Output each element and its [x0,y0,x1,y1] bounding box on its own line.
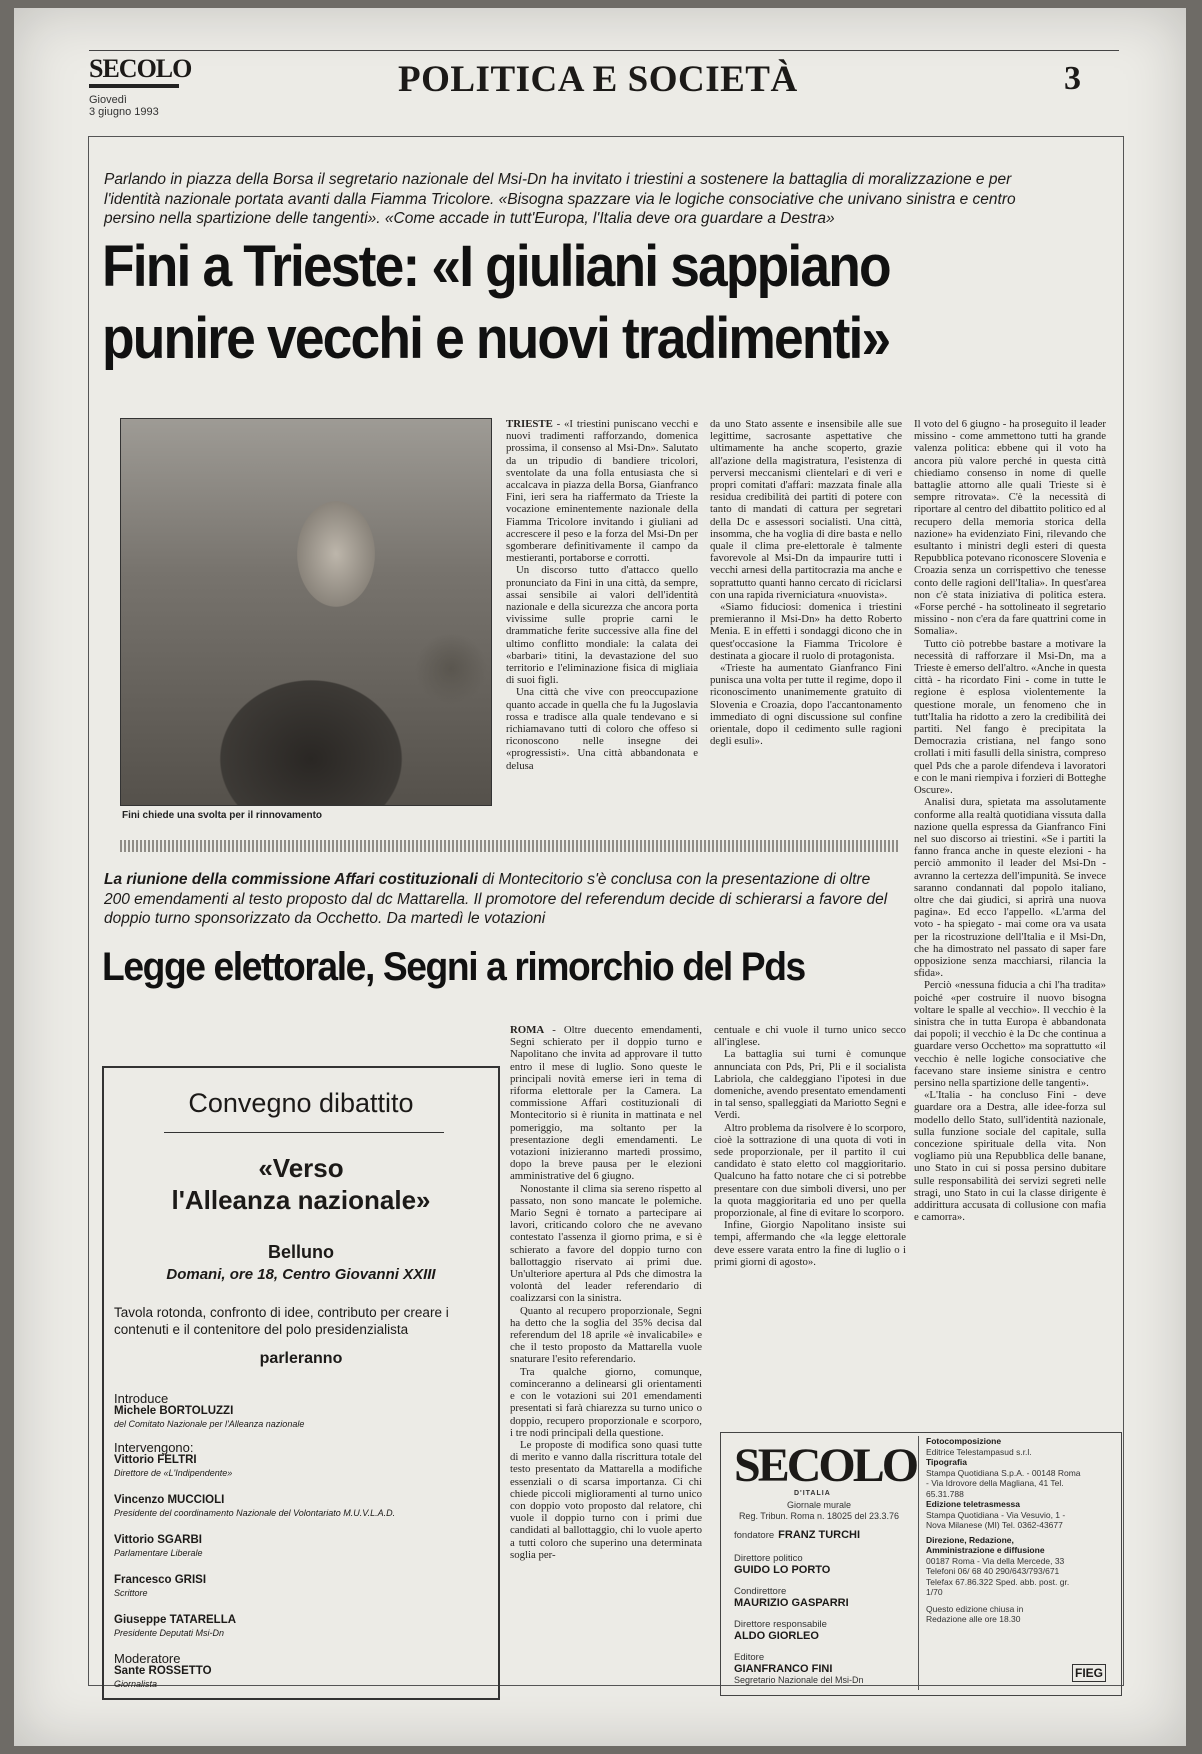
fieg-mark: FIEG [1072,1664,1106,1682]
imprint-right-heading: Direzione, Redazione, Amministrazione e diffusione [926,1534,1045,1555]
intro-role: del Comitato Nazionale per l'Alleanza nazionale [114,1419,305,1429]
article2-paragraph: Nonostante il clima sia sereno rispetto al passato, non sono mancate le polemiche. Mario Segni è tornato a partecipare ai lavori, criticando coloro che ne avevano contestato l'assenza il giorno prima, e si è schierato a favore del doppio turno con ballottaggio riservato ai primi due. Un'ulteriore apertura al Pds che dimostra la volontà del leader referendario di coalizzarsi con la sinistra. [510,1182,702,1305]
speaker-role: Parlamentare Liberale [114,1548,203,1558]
publisher-name: GIANFRANCO FINI [734,1663,833,1675]
responsible-label: Direttore responsabile [734,1619,827,1630]
speaker-role: Direttore de «L'Indipendente» [114,1468,233,1478]
masthead-day: Giovedì [89,94,127,106]
imprint-right-text: Stampa Quotidiana S.p.A. - 00148 Roma - Via Idrovore della Magliana, 41 Tel. 65.31.788 [926,1467,1081,1499]
imprint-right-heading: Tipografia [926,1457,967,1467]
director-name: GUIDO LO PORTO [734,1564,831,1576]
top-rule [89,50,1119,51]
article2-column-2 [714,1024,906,1404]
article2-paragraph: centuale e chi vuole il turno unico secco all'inglese. [714,1024,906,1049]
speaker-name: Vittorio FELTRI [114,1454,197,1466]
imprint-meta [734,1500,904,1521]
article1-paragraph: Una città che vive con preoccupazione quanto accade in quella che fu la Jugoslavia rossa e tradisce alla quale tendevano e si richiamavano tutti di coloro che offeso si riconoscono nelle insegne dei «progressisti». Una città abbandonata e delusa [506,686,698,772]
codirector-label: Condirettore [734,1586,787,1597]
speaker-name: Vittorio SGARBI [114,1534,202,1546]
moderator-role: Giornalista [114,1679,158,1689]
codirector-name: MAURIZIO GASPARRI [734,1597,849,1609]
convegno-subject-line1: «Verso [258,1153,344,1183]
article2-headline: Legge elettorale, Segni a rimorchio del Pds [102,945,805,989]
publisher-label: Editore [734,1652,765,1663]
masthead-date [89,94,159,118]
speakers-label: Intervengono: [114,1440,194,1455]
convegno-speakers-heading: parleranno [259,1350,343,1367]
article2-kicker-rest: di Montecitorio s'è conclusa con la presentazione di oltre 200 emendamenti al testo proposto dal dc Mattarella. Il promotore del referendum decide di schierarsi a favore del doppio turno sponsorizzato da Occhetto. Da martedì le votazioni [104,871,888,927]
imprint-right-heading: Edizione teletrasmessa [926,1499,1021,1509]
article1-headline-line1: Fini a Trieste: «I giuliani sappiano [102,234,890,299]
imprint-right-text: 00187 Roma - Via della Mercede, 33 Telefoni 06/ 68 40 290/643/793/671 Telefax 67.86.322 Sped. abb. post. gr. 1/70 [926,1555,1070,1597]
article2-paragraph: Le proposte di modifica sono quasi tutte di merito e vanno dalla riscrittura totale del testo presentato da Mattarella a modifiche essenziali o di scarsa importanza. Ci chi chiede piccoli miglioramenti al turno unico con doppio voto proposto dal relatore, chi vuole il doppio turno con i primi due candidati al ballottaggio, chi lo vuole aperto a tutti coloro che superino una determinata soglia per- [510,1438,702,1561]
article1-column-2 [710,418,902,816]
article2-kicker-bold: La riunione della commissione Affari costituzionali [104,871,478,888]
responsible-name: ALDO GIORLEO [734,1630,819,1642]
speaker-name: Francesco GRISI [114,1574,207,1586]
speaker-name: Giuseppe TATARELLA [114,1614,237,1626]
article2-paragraph: La battaglia sui turni è comunque annunciata con Pds, Pri, Pli e il socialista Labriola, che caldeggiano l'ipotesi in due domeniche, avendo presentato emendamenti in tal senso, spalleggiati da Mariotto Segni e Verdi. [714,1048,906,1122]
imprint-divider [918,1436,919,1690]
intro-label: Introduce [114,1391,169,1406]
imprint-right-heading: Fotocomposizione [926,1436,1002,1446]
speaker-name: Vincenzo MUCCIOLI [114,1494,225,1506]
convegno-subject [102,1152,500,1216]
publisher-role: Segretario Nazionale del Msi-Dn [734,1675,864,1685]
article2-paragraph: - Oltre duecento emendamenti, Segni schierato per il doppio turno e Napolitano che invita ad approvare il tutto entro il mese di luglio. Sono queste le principali novità emerse ieri in tema di riforma elettorale per la Camera. La commissione Affari costituzionali di Montecitorio si è riunita in mattinata e nel pomeriggio, ma soltanto per la presentazione degli emendamenti. Le votazioni inizieranno martedì prossimo, dopo la breve pausa per le elezioni amministrative del 6 giugno. [510,1024,702,1183]
director-label: Direttore politico [734,1553,803,1564]
speaker-role: Scrittore [114,1588,148,1598]
article2-paragraph: Altro problema da risolvere è lo scorporo, cioè la sottrazione di una quota di voti in sede proporzionale, per il partito il cui candidato è stato eletto col maggioritario. Qualcuno ha fatto notare che ci si potrebbe presentare con due simboli diversi, uno per la quota maggioritaria ed uno per quella proporzionale, al fine di evitare lo scorporo. [714,1121,906,1220]
article1-paragraph: «Trieste ha aumentato Gianfranco Fini punisca una volta per tutte il regime, dopo il riconoscimento unanimemente gratuito di Slovenia e Croazia, dopo l'accantonamento immediato di ogni discussione sul confine orientale, dopo il cedimento sulle ragioni degli esuli». [710,662,902,748]
imprint-closing-note: Questo edizione chiusa in Redazione alle ore 18.30 [926,1603,1024,1624]
convegno-title: Convegno dibattito [188,1088,414,1118]
moderator-label: Moderatore [114,1651,181,1666]
fini-speech-photo [120,418,492,806]
article1-paragraph: Analisi dura, spietata ma assolutamente conforme alla realtà quotidiana vissuta dalla nazione quella espressa da Gianfranco Fini nel suo discorso ai triestini. «Se i partiti la fanno franca anche in queste elezioni - ha perciò ammonito il leader del Msi-Dn - avranno la certezza dell'impunità. Se invece saranno condannati dal popolo italiano, oltre che dai giudici, si aprirà una nuova pagina». Ed ecco l'appello. «L'arma del voto - ha spiegato - mai come ora va usata per la ricostruzione dell'Italia e il Msi-Dn, che ha dimostrato nel passato di saper fare opposizione senza macchiarsi, rilancia la sfida». [914,796,1106,980]
speaker-role: Presidente Deputati Msi-Dn [114,1628,225,1638]
article1-paragraph: - «I triestini puniscano vecchi e nuovi tradimenti rafforzando, domenica prossima, il consenso al Msi-Dn». Salutato da un tripudio di bandiere tricolori, sventolate da una folla entusiasta che si accalcava in piazza della Borsa, Gianfranco Fini, ieri sera ha riaffermato da Trieste la vocazione eminentemente nazionale della Fiamma Tricolore invitando i giuliani ad accrescere il peso e la forza del Msi-Dn per sgomberare definitivamente il campo da mestieranti, portaborse e corrotti. [506,418,698,565]
intro-name: Michele BORTOLUZZI [114,1405,234,1417]
article2-paragraph: Tra qualche giorno, comunque, cominceranno a delinearsi gli orientamenti e con le votazioni sui 201 emendamenti presentati si farà chiarezza su turno unico o doppio, recupero proporzionale e scorporo, i tre nodi principali della questione. [510,1365,702,1439]
convegno-rule [164,1132,444,1133]
speaker-entry [114,1574,484,1600]
article1-column-3 [914,418,1106,1378]
masthead-logo: SECOLO [89,54,192,83]
article1-dateline: TRIESTE [506,418,553,430]
speaker-entry [114,1454,484,1480]
article1-paragraph: «Siamo fiduciosi: domenica i triestini premieranno il Msi-Dn» ha detto Roberto Menia. E in effetti i sondaggi dicono che in quest'occasione la Fiamma Tricolore è destinata a giocare il ruolo di protagonista. [710,601,902,662]
article1-paragraph: Un discorso tutto d'attacco quello pronunciato da Fini in una città, da sempre, assai sensibile ai valori dell'identità nazionale e della sicurezza che ancora porta vivissime sulle proprie carni le drammatiche ferite successive alla fine del ultimo conflitto mondiale: la calata dei «barbari» titini, la devastazione del suo territorio e l'eliminazione fisica di migliaia di suoi figli. [506,564,698,687]
article2-dateline: ROMA [510,1024,545,1036]
imprint-staff [734,1528,914,1685]
speaker-entry [114,1614,484,1640]
article1-paragraph: Tutto ciò potrebbe bastare a motivare la necessità di rafforzare il Msi-Dn, ma a Trieste è emerso dell'altro. «Anche in questa città - ha ricordato Fini - come in tutte le regione è esplosa violentemente la questione morale, un fenomeno che in tutt'Italia ha ridotto a zero la credibilità dei partiti. Nel fango è precipitata la Democrazia cristiana, nel fango sono crollati i miti fasulli della sinistra, compreso quel Pds che a parole difendeva i lavoratori e con le mani riempiva i forzieri di Botteghe Oscure». [914,637,1106,797]
imprint-printing-info [926,1436,1084,1625]
convegno-program [114,1392,484,1691]
article2-kicker [104,870,894,929]
speaker-entry [114,1534,484,1560]
article2-column-1 [510,1024,702,1694]
section-title: POLITICA E SOCIETÀ [398,59,798,100]
imprint-logo-sub: D'ITALIA [794,1490,831,1497]
imprint-registration: Reg. Tribun. Roma n. 18025 del 23.3.76 [738,1510,900,1521]
founder-name: FRANZ TURCHI [778,1529,861,1541]
imprint-right-text: Stampa Quotidiana - Via Vesuvio, 1 - Nova Milanese (MI) Tel. 0362-43677 [926,1509,1066,1530]
imprint-logo: SECOLO [734,1439,917,1492]
newspaper-page [14,8,1186,1746]
convegno-subject-line2: l'Alleanza nazionale» [171,1185,431,1215]
article1-paragraph: Il voto del 6 giugno - ha proseguito il leader missino - come ammettono tutti ha grande valenza politica: ebbene qui il voto ha ancora più valore perché in questa città chiediamo consenso in nome di quelle battaglie attorno alle quali Trieste si è sempre ritrovata». C'è la necessità di riportare al centro del dibattito politico ed al recupero della memoria storica della nazione» ha evidenziato Fini, rilevando che esultanto i ministri degli esteri di questa Repubblica potevano riconoscere Slovenia e Croazia senza un corrispettivo che tenesse conto delle ragioni dell'Italia». In quest'area non c'è stata iniziativa di politica estera. «Forse perché - ha sottolineato il segretario missino - non c'era da fare quattrini come in Somalia». [914,418,1106,638]
article1-headline-line2: punire vecchi e nuovi tradimenti» [102,306,890,371]
article1-paragraph: Perciò «nessuna fiducia a chi l'ha tradita» poiché «per costruire il nuovo bisogna voltare le spalle al vecchio». Il vecchio è la sinistra che in tutta Europa è abbandonata dai popoli; il vecchio è la Dc che continua a guardare verso Occhetto» ma soprattutto «il vecchio è nelle logiche consociative che facevano stare insieme sinistra e centro persino nella spartizione delle tangenti». [914,979,1106,1089]
photo-caption: Fini chiede una svolta per il rinnovamento [122,810,323,821]
page-number: 3 [1064,60,1081,97]
article1-paragraph: da uno Stato assente e insensibile alle sue legittime, sacrosante aspettative che ultimamente ha anche scoperto, grazie all'azione della magistratura, l'esistenza di perversi meccanismi clientelari e di veri e propri comitati d'affari: mazzata finale alla residua credibilità dei partiti di potere con tanto di mandati di cattura per segretari della Dc e assessori socialisti. Una città, insomma, che ha voglia di dire basta e nello quale il clima pre-elettorale è talmente favorevole al Msi-Dn da impaurire tutti i vecchi arnesi della partitocrazia ma anche e soprattutto quanti hanno cercato di riciclarsi con una rapida riverniciatura «nuovista». [710,418,902,601]
article2-paragraph: Quanto al recupero proporzionale, Segni ha detto che la soglia del 35% decisa dal referendum del 18 aprile «è invalicabile» e che il testo proposto da Mattarella vuole snaturare l'esito referendario. [510,1304,702,1366]
founder-label: fondatore [734,1530,775,1541]
speaker-entry [114,1494,484,1520]
article2-paragraph: Infine, Giorgio Napolitano insiste sui tempi, affermando che «la legge elettorale deve essere varata entro la fine di luglio o i primi giorni di agosto». [714,1219,906,1268]
masthead-date-value: 3 giugno 1993 [89,106,159,118]
article1-column-1 [506,418,698,816]
article1-kicker: Parlando in piazza della Borsa il segretario nazionale del Msi-Dn ha invitato i triestini a sostenere la battaglia di moralizzazione e per l'identità nazionale portata avanti dalla Fiamma Tricolore. «Bisogna spazzare via le logiche consociative che univano sinistra e centro persino nella spartizione delle tangenti». «Come accade in tutt'Europa, l'Italia deve ora guardare a Destra» [104,171,1016,227]
convegno-when: Domani, ore 18, Centro Giovanni XXIII [166,1266,436,1283]
masthead-rule [89,84,179,88]
article1-paragraph: «L'Italia - ha concluso Fini - deve guardare ora a Destra, alle idee-forza sul modello dello Stato, sull'identità nazionale, sulla funzione sociale del capitale, sulla concezione spirituale della vita. Non vogliamo più una Repubblica delle banane, uno Stato in cui si possa persino dubitare sulle responsabilità dei servizi segreti nelle stragi, uno Stato in cui la classe dirigente è addirittura accusata di collusione con mafia e camorra». [914,1089,1106,1224]
imprint-right-text: Editrice Telestampasud s.r.l. [926,1446,1032,1457]
convegno-description: Tavola rotonda, confronto di idee, contributo per creare i contenuti e il contenitore del polo presidenzialista [114,1305,449,1337]
imprint-type: Giornale murale [786,1500,852,1510]
convegno-city: Belluno [268,1242,334,1262]
speaker-role: Presidente del coordinamento Nazionale del Volontariato M.U.V.L.A.D. [114,1508,396,1518]
article-separator [120,840,900,852]
moderator-name: Sante ROSSETTO [114,1665,212,1677]
